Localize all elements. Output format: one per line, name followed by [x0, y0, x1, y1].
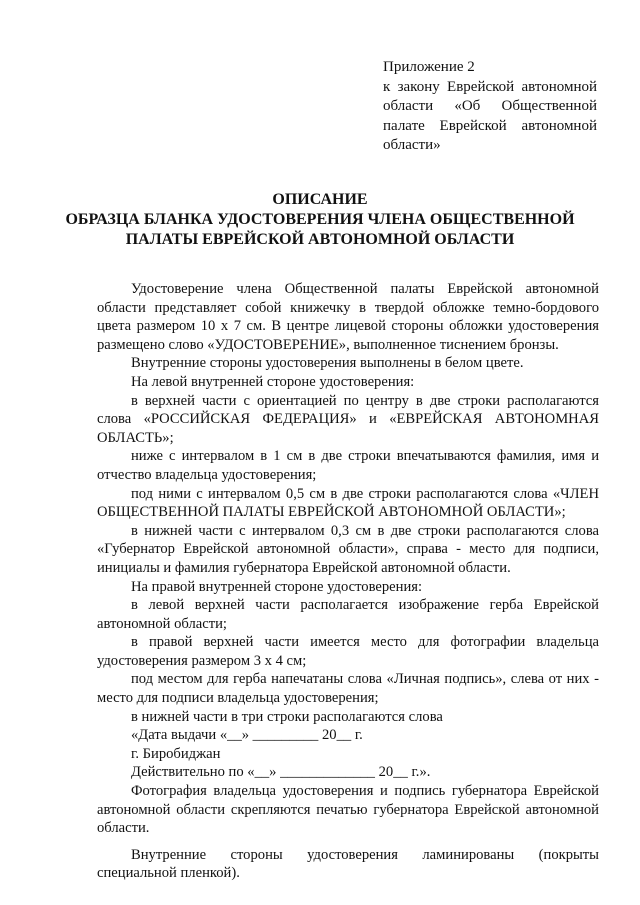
paragraph: Внутренние стороны удостоверения выполнены в белом цвете.	[131, 355, 524, 372]
document-title	[60, 190, 580, 250]
paragraph: Фотография владельца удостоверения и подпись губернатора Еврейской автономной области скрепляются печатью губернатора Еврейской автономной области.	[97, 783, 599, 837]
paragraph: в верхней части с ориентацией по центру в две строки располагаются слова «РОССИЙСКАЯ ФЕДЕРАЦИЯ» и «ЕВРЕЙСКАЯ АВТОНОМНАЯ ОБЛАСТЬ»;	[97, 392, 599, 446]
paragraph: Внутренние стороны удостоверения ламинированы (покрыты специальной пленкой).	[97, 846, 599, 882]
paragraph: под местом для герба напечатаны слова «Личная подпись», слева от них - место для подписи владельца удостоверения;	[97, 671, 599, 707]
appendix-line: Приложение 2	[383, 59, 475, 75]
appendix-header	[383, 58, 597, 156]
appendix-line: к закону Еврейской автономной	[383, 78, 597, 95]
date-issued-line: «Дата выдачи «__» _________ 20__ г.	[131, 727, 363, 744]
document-body	[97, 280, 599, 883]
paragraph: На правой внутренней стороне удостоверения:	[131, 578, 423, 595]
title-line: ОБРАЗЦА БЛАНКА УДОСТОВЕРЕНИЯ ЧЛЕНА ОБЩЕСТВЕННОЙ	[65, 211, 575, 228]
paragraph: Удостоверение члена Общественной палаты Еврейской автономной области представляет собой книжечку в твердой обложке темно-бордового цвета размером 10 х 7 см. В центре лицевой стороны обложки удостоверения размещено слово «УДОСТОВЕРЕНИЕ», выполненное тиснением бронзы.	[97, 281, 599, 353]
paragraph: под ними с интервалом 0,5 см в две строки располагаются слова «ЧЛЕН ОБЩЕСТВЕННОЙ ПАЛАТЫ ЕВРЕЙСКОЙ АВТОНОМНОЙ ОБЛАСТИ»;	[97, 485, 599, 521]
appendix-line: области»	[383, 137, 441, 153]
title-line: ПАЛАТЫ ЕВРЕЙСКОЙ АВТОНОМНОЙ ОБЛАСТИ	[125, 231, 515, 248]
valid-until-line: Действительно по «__» _____________ 20__ г.».	[131, 764, 431, 781]
spacer	[97, 838, 599, 846]
appendix-line: палате Еврейской автономной	[383, 117, 597, 134]
paragraph: в левой верхней части располагается изображение герба Еврейской автономной области;	[97, 597, 599, 632]
paragraph: ниже с интервалом в 1 см в две строки впечатываются фамилия, имя и отчество владельца удостоверения;	[97, 448, 599, 483]
paragraph: в правой верхней части имеется место для фотографии владельца удостоверения размером 3 х 4 см;	[97, 634, 599, 669]
title-line: ОПИСАНИЕ	[272, 191, 368, 208]
paragraph: в нижней части с интервалом 0,3 см в две строки располагаются слова «Губернатор Еврейской автономной области», справа - место для подписи, инициалы и фамилия губернатора Еврейской автономной области.	[97, 522, 599, 576]
paragraph: На левой внутренней стороне удостоверения:	[131, 373, 415, 390]
paragraph: в нижней части в три строки располагаются слова	[131, 708, 443, 725]
appendix-line: области «Об Общественной	[383, 98, 597, 114]
city-line: г. Биробиджан	[131, 745, 221, 762]
